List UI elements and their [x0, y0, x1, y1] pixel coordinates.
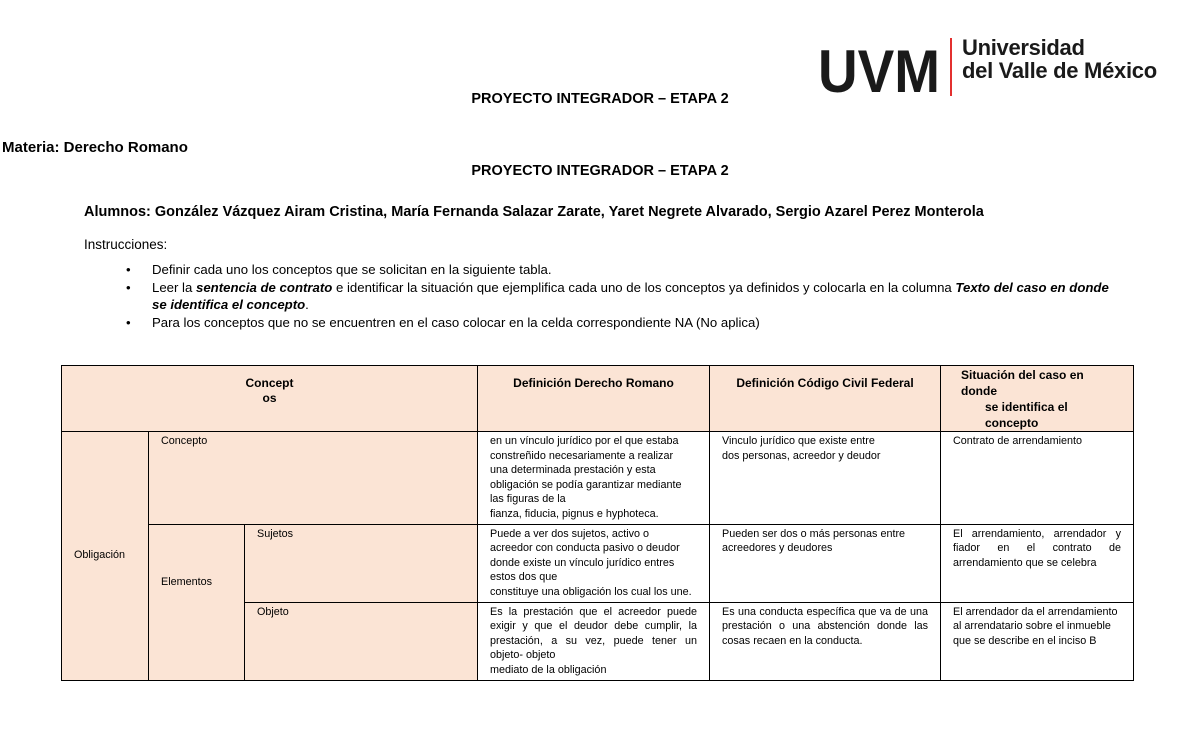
cell-objeto-civil: Es una conducta específica que va de una prestación o una abstención donde las cosas recaen en la conducta.	[710, 602, 941, 680]
cell-line: constituye una obligación los cual los une.	[490, 585, 692, 598]
header-situacion-caso	[941, 366, 1134, 432]
cell-line: Puede a ver dos sujetos, activo o	[490, 527, 650, 540]
cell-line: mediato de la obligación	[490, 663, 607, 676]
logo-mark-text: UVM	[818, 42, 940, 98]
instruction-item	[126, 261, 1126, 279]
logo-wordmark	[962, 36, 1157, 82]
instruction-item	[126, 314, 1126, 332]
cell-line: en un vínculo jurídico por el que estaba	[490, 435, 679, 447]
concepts-table	[61, 365, 1134, 681]
cell-line: las figuras de la	[490, 493, 566, 506]
uvm-logo-mark	[818, 42, 942, 98]
logo-line-2: del Valle de México	[962, 58, 1157, 83]
cell-concepto-caso: Contrato de arrendamiento	[941, 432, 1134, 525]
instruction-text: Leer la	[152, 279, 196, 295]
section-title: PROYECTO INTEGRADOR – ETAPA 2	[471, 163, 729, 179]
cell-line: al arrendatario sobre el inmueble	[953, 620, 1111, 633]
instruction-emphasis: sentencia de contrato	[196, 279, 333, 295]
cell-line: constreñido necesariamente a realizar	[490, 449, 674, 462]
header-text: concepto	[985, 416, 1039, 430]
instructions-list	[126, 261, 1126, 331]
cell-sujetos-romano	[478, 524, 710, 602]
cell-concepto-romano	[478, 432, 710, 525]
cell-line: estos dos que	[490, 571, 558, 584]
instruction-text: Para los conceptos que no se encuentren en el caso colocar en la celda correspondiente NA (No aplica)	[152, 314, 760, 330]
table-row	[62, 432, 1134, 525]
page-title: PROYECTO INTEGRADOR – ETAPA 2	[471, 91, 729, 107]
bullet-icon: •	[126, 262, 131, 277]
instruction-item	[126, 279, 1126, 314]
cell-paragraph: Es la prestación que el acreedor puede exigir y que el deudor debe cumplir, la prestación, a su vez, puede tener un objeto- objeto	[490, 605, 697, 662]
instruction-text: e identificar la situación que ejemplifica cada uno de los conceptos ya definidos y colocarla en la columna	[332, 279, 956, 295]
cell-line: acreedor con conducta pasivo o deudor	[490, 542, 680, 555]
cell-line: El arrendador da el arrendamiento	[953, 605, 1118, 618]
table-header-row	[62, 366, 1134, 432]
instructions-label: Instrucciones:	[84, 237, 168, 252]
cell-objeto-romano	[478, 602, 710, 680]
logo-divider	[950, 38, 952, 96]
instruction-emphasis: Texto del caso en donde se identifica el concepto	[152, 279, 1109, 312]
cell-sujetos-civil: Pueden ser dos o más personas entre acreedores y deudores	[710, 524, 941, 602]
header-text: os	[262, 390, 277, 405]
bullet-icon: •	[126, 314, 131, 330]
cell-line: que se describe en el inciso B	[953, 634, 1097, 647]
cell-line: fianza, fiducia, pignus e hyphoteca.	[490, 507, 659, 520]
students-line: Alumnos: González Vázquez Airam Cristina, María Fernanda Salazar Zarate, Yaret Negrete Alvarado, Sergio Azarel Perez Monterola	[84, 204, 984, 220]
cell-line: Vinculo jurídico que existe entre	[722, 435, 875, 447]
instruction-text: Definir cada uno los conceptos que se solicitan en la siguiente tabla.	[152, 262, 552, 277]
cell-objeto-caso	[941, 602, 1134, 680]
cell-line: dos personas, acreedor y deudor	[722, 449, 881, 462]
cell-sujetos-caso: El arrendamiento, arrendador y fiador en el contrato de arrendamiento que se celebra	[941, 524, 1134, 602]
subject-line: Materia: Derecho Romano	[2, 139, 188, 156]
cell-obligacion: Obligación	[62, 432, 149, 681]
header-codigo-civil: Definición Código Civil Federal	[710, 366, 941, 432]
cell-line: obligación se podía garantizar mediante	[490, 478, 682, 491]
instruction-text: .	[305, 297, 309, 312]
header-text: Concept	[245, 376, 294, 390]
cell-line: donde existe un vínculo jurídico entres	[490, 556, 675, 569]
cell-concepto-civil	[710, 432, 941, 525]
cell-objeto-label: Objeto	[245, 602, 478, 680]
bullet-icon: •	[126, 279, 131, 295]
header-text: Situación del caso en donde	[961, 368, 1084, 398]
header-derecho-romano: Definición Derecho Romano	[478, 366, 710, 432]
cell-sujetos-label: Sujetos	[245, 524, 478, 602]
cell-elementos: Elementos	[149, 524, 245, 680]
table-row	[62, 524, 1134, 602]
cell-concepto-label: Concepto	[149, 432, 478, 525]
logo-line-1: Universidad	[962, 35, 1085, 60]
cell-line: una determinada prestación y esta	[490, 464, 656, 477]
header-text: se identifica el	[985, 400, 1068, 414]
header-conceptos	[62, 366, 478, 432]
